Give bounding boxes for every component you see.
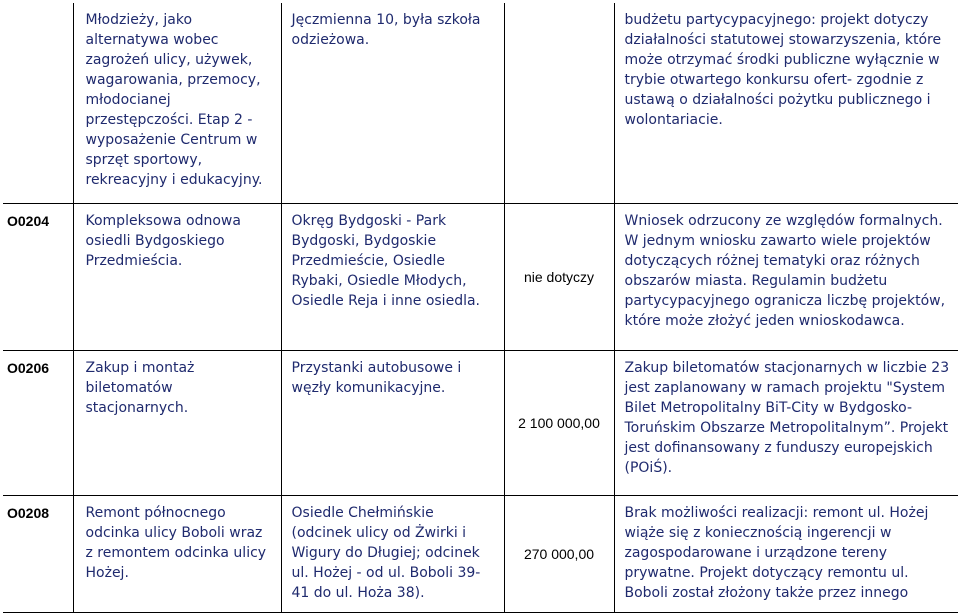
table-row xyxy=(3,204,958,351)
projects-table xyxy=(3,3,958,613)
project-title: Młodzieży, jako alternatywa wobec zagrożeń ulicy, używek, wagarowania, przemocy, młodocianej przestępczości. Etap 2 - wyposażenie Centrum w sprzęt sportowy, rekreacyjny i edukacyjny. xyxy=(73,3,281,204)
project-title: Kompleksowa odnowa osiedli Bydgoskiego Przedmieścia. xyxy=(73,204,281,351)
table-row xyxy=(3,496,958,613)
table-row xyxy=(3,351,958,496)
project-location: Jęczmienna 10, była szkoła odzieżowa. xyxy=(281,3,504,204)
project-location: Okręg Bydgoski - Park Bydgoski, Bydgoskie Przedmieście, Osiedle Rybaki, Osiedle Młodych, Osiedle Reja i inne osiedla. xyxy=(281,204,504,351)
project-note: budżetu partycypacyjnego: projekt dotyczy działalności statutowej stowarzyszenia, które może otrzymać środki publiczne wyłącznie w trybie otwartego konkursu ofert- zgodnie z ustawą o działalności pożytku publicznego i wolontariacie. xyxy=(614,3,958,204)
table-row xyxy=(3,3,958,204)
project-cost: 2 100 000,00 xyxy=(504,351,614,496)
project-code: O0206 xyxy=(3,351,73,496)
project-code: O0204 xyxy=(3,204,73,351)
project-cost: 270 000,00 xyxy=(504,496,614,613)
project-cost xyxy=(504,3,614,204)
project-note: Zakup biletomatów stacjonarnych w liczbie 23 jest zaplanowany w ramach projektu "System Bilet Metropolitalny BiT-City w Bydgosko-Toruńskim Obszarze Metropolitalnym”. Projekt jest dofinansowany z funduszy europejskich (POiŚ). xyxy=(614,351,958,496)
project-location: Przystanki autobusowe i węzły komunikacyjne. xyxy=(281,351,504,496)
project-title: Remont północnego odcinka ulicy Boboli wraz z remontem odcinka ulicy Hożej. xyxy=(73,496,281,613)
project-location: Osiedle Chełmińskie (odcinek ulicy od Żwirki i Wigury do Długiej; odcinek ul. Hożej - od ul. Boboli 39-41 do ul. Hoża 38). xyxy=(281,496,504,613)
project-code xyxy=(3,3,73,204)
project-code: O0208 xyxy=(3,496,73,613)
project-cost: nie dotyczy xyxy=(504,204,614,351)
project-note: Brak możliwości realizacji: remont ul. Hożej wiąże się z koniecznością ingerencji w zagospodarowane i urządzone tereny prywatne. Projekt dotyczący remontu ul. Boboli został złożony także przez innego xyxy=(614,496,958,613)
project-note: Wniosek odrzucony ze względów formalnych. W jednym wniosku zawarto wiele projektów dotyczących różnej tematyki oraz różnych obszarów miasta. Regulamin budżetu partycypacyjnego ogranicza liczbę projektów, które może złożyć jeden wnioskodawca. xyxy=(614,204,958,351)
project-title: Zakup i montaż biletomatów stacjonarnych. xyxy=(73,351,281,496)
